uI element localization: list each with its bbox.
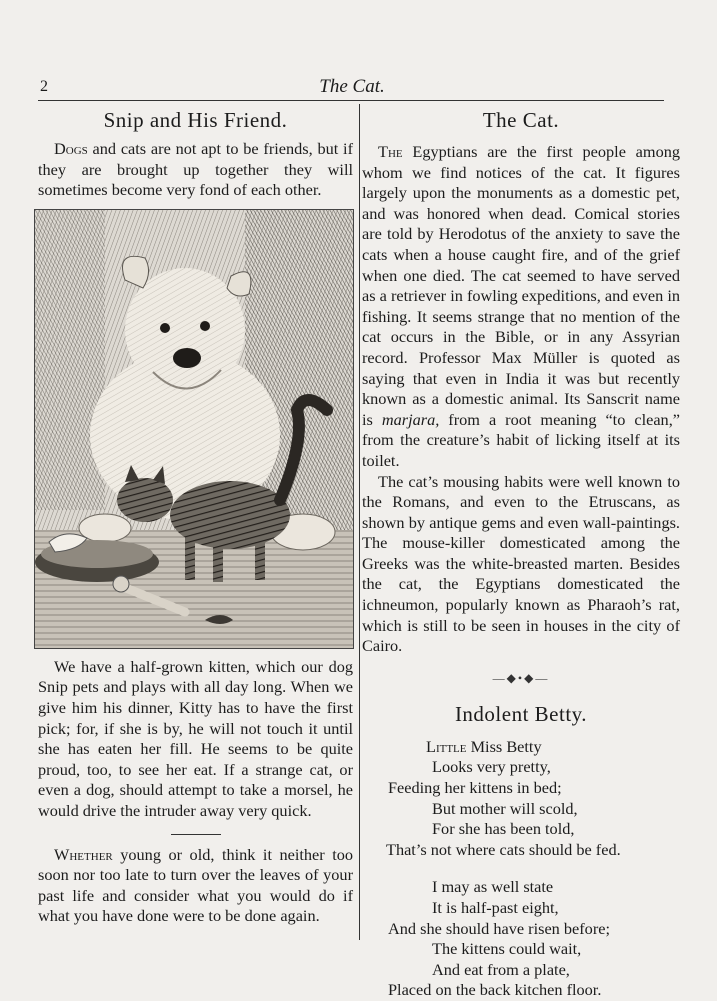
maxim-paragraph [38, 845, 353, 927]
poem-line: But mother will scold, [432, 798, 578, 818]
intro-first-word: Dogs [54, 139, 88, 158]
maxim-text: young or old, think it neither too soon nor too late to turn over the leaves of your past life and consider what you would do if what you have done were to be done again. [38, 844, 353, 926]
poem-line-text: Miss Betty [466, 736, 542, 756]
para1-text-a: Egyptians are the first people among whom we find notices of the cat. It figures largely upon the monuments as a domestic pet, and was honored when dead. Comical stories are told by Herodotus of the anxiety to save the cats when a house caught fire, and of the grief when one died. The cat seemed to have served as a retriever in fowling expeditions, and even in fishing. It seems strange that no mention of the cat occurs in the Bible, or in any Assyrian record. Professor Max Müller is quoted as saying that even in India it was but recently known as a domestic animal. Its Sanscrit name is [362, 142, 680, 429]
article-title-the-cat: The Cat. [482, 108, 560, 132]
poem-line: For she has been told, [432, 819, 575, 839]
para1-text-b: from a root meaning “to clean,” from the creature’s habit of licking itself at its toilet. [362, 409, 680, 470]
poem-line: The kittens could wait, [432, 939, 582, 959]
para1-first-word: The [378, 142, 403, 161]
article-title-snip: Snip and His Friend. [103, 108, 288, 132]
left-column [38, 104, 353, 927]
header-rule [38, 100, 664, 101]
poem-line: That’s not where cats should be fed. [386, 839, 621, 859]
poem-title: Indolent Betty. [454, 701, 588, 726]
section-ornament: —◆•◆— [492, 670, 550, 685]
column-divider [359, 104, 360, 940]
page-number: 2 [40, 78, 48, 95]
cat-history-paragraph [362, 142, 680, 472]
poem-line: Looks very pretty, [432, 757, 551, 777]
poem-line: I may as well state [432, 877, 554, 897]
section-rule [171, 834, 221, 835]
poem-first-word: Little [426, 736, 467, 756]
poem-line: And she should have risen before; [388, 918, 610, 938]
poem-line: It is half-past eight, [432, 898, 559, 917]
intro-paragraph [38, 139, 353, 201]
poem-line: Placed on the back kitchen floor. [388, 980, 602, 1000]
poem-line: And eat from a plate, [432, 959, 570, 979]
kitten-story-paragraph: We have a half-grown kitten, which our dog Snip pets and plays with all day long. When we give him his dinner, Kitty has to have the first pick; for, if she is by, he will not touch it until she has eaten her fill. He seems to be quite proud, too, to see her eat. If a strange cat, or even a dog, should attempt to take a morsel, he would drive the intruder away very quick. [38, 656, 353, 820]
cat-mousing-paragraph: The cat’s mousing habits were well known to the Romans, and even to the Etruscans, as shown by antique gems and even wall-paintings. The mouse-killer domesticated among the Greeks was the white-breasted marten. Besides the cat, the Egyptians domesticated the ichneumon, popularly known as Pharaoh’s rat, which is still to be seen in houses in the city of Cairo. [362, 471, 680, 656]
intro-text: and cats are not apt to be friends, but if they are brought up together they will sometimes become very fond of each other. [38, 139, 353, 200]
para1-italic-word: marjara, [381, 409, 440, 429]
poem [362, 737, 680, 1001]
right-column [362, 104, 680, 1001]
page-header [38, 78, 666, 102]
poem-stanza-1 [362, 737, 680, 861]
poem-line: Feeding her kittens in bed; [388, 778, 562, 798]
poem-line [362, 737, 680, 758]
running-title: The Cat. [319, 76, 385, 97]
maxim-first-word: Whether [54, 844, 113, 864]
dog-and-kitten-illustration [34, 209, 354, 649]
poem-stanza-2 [362, 877, 680, 1001]
